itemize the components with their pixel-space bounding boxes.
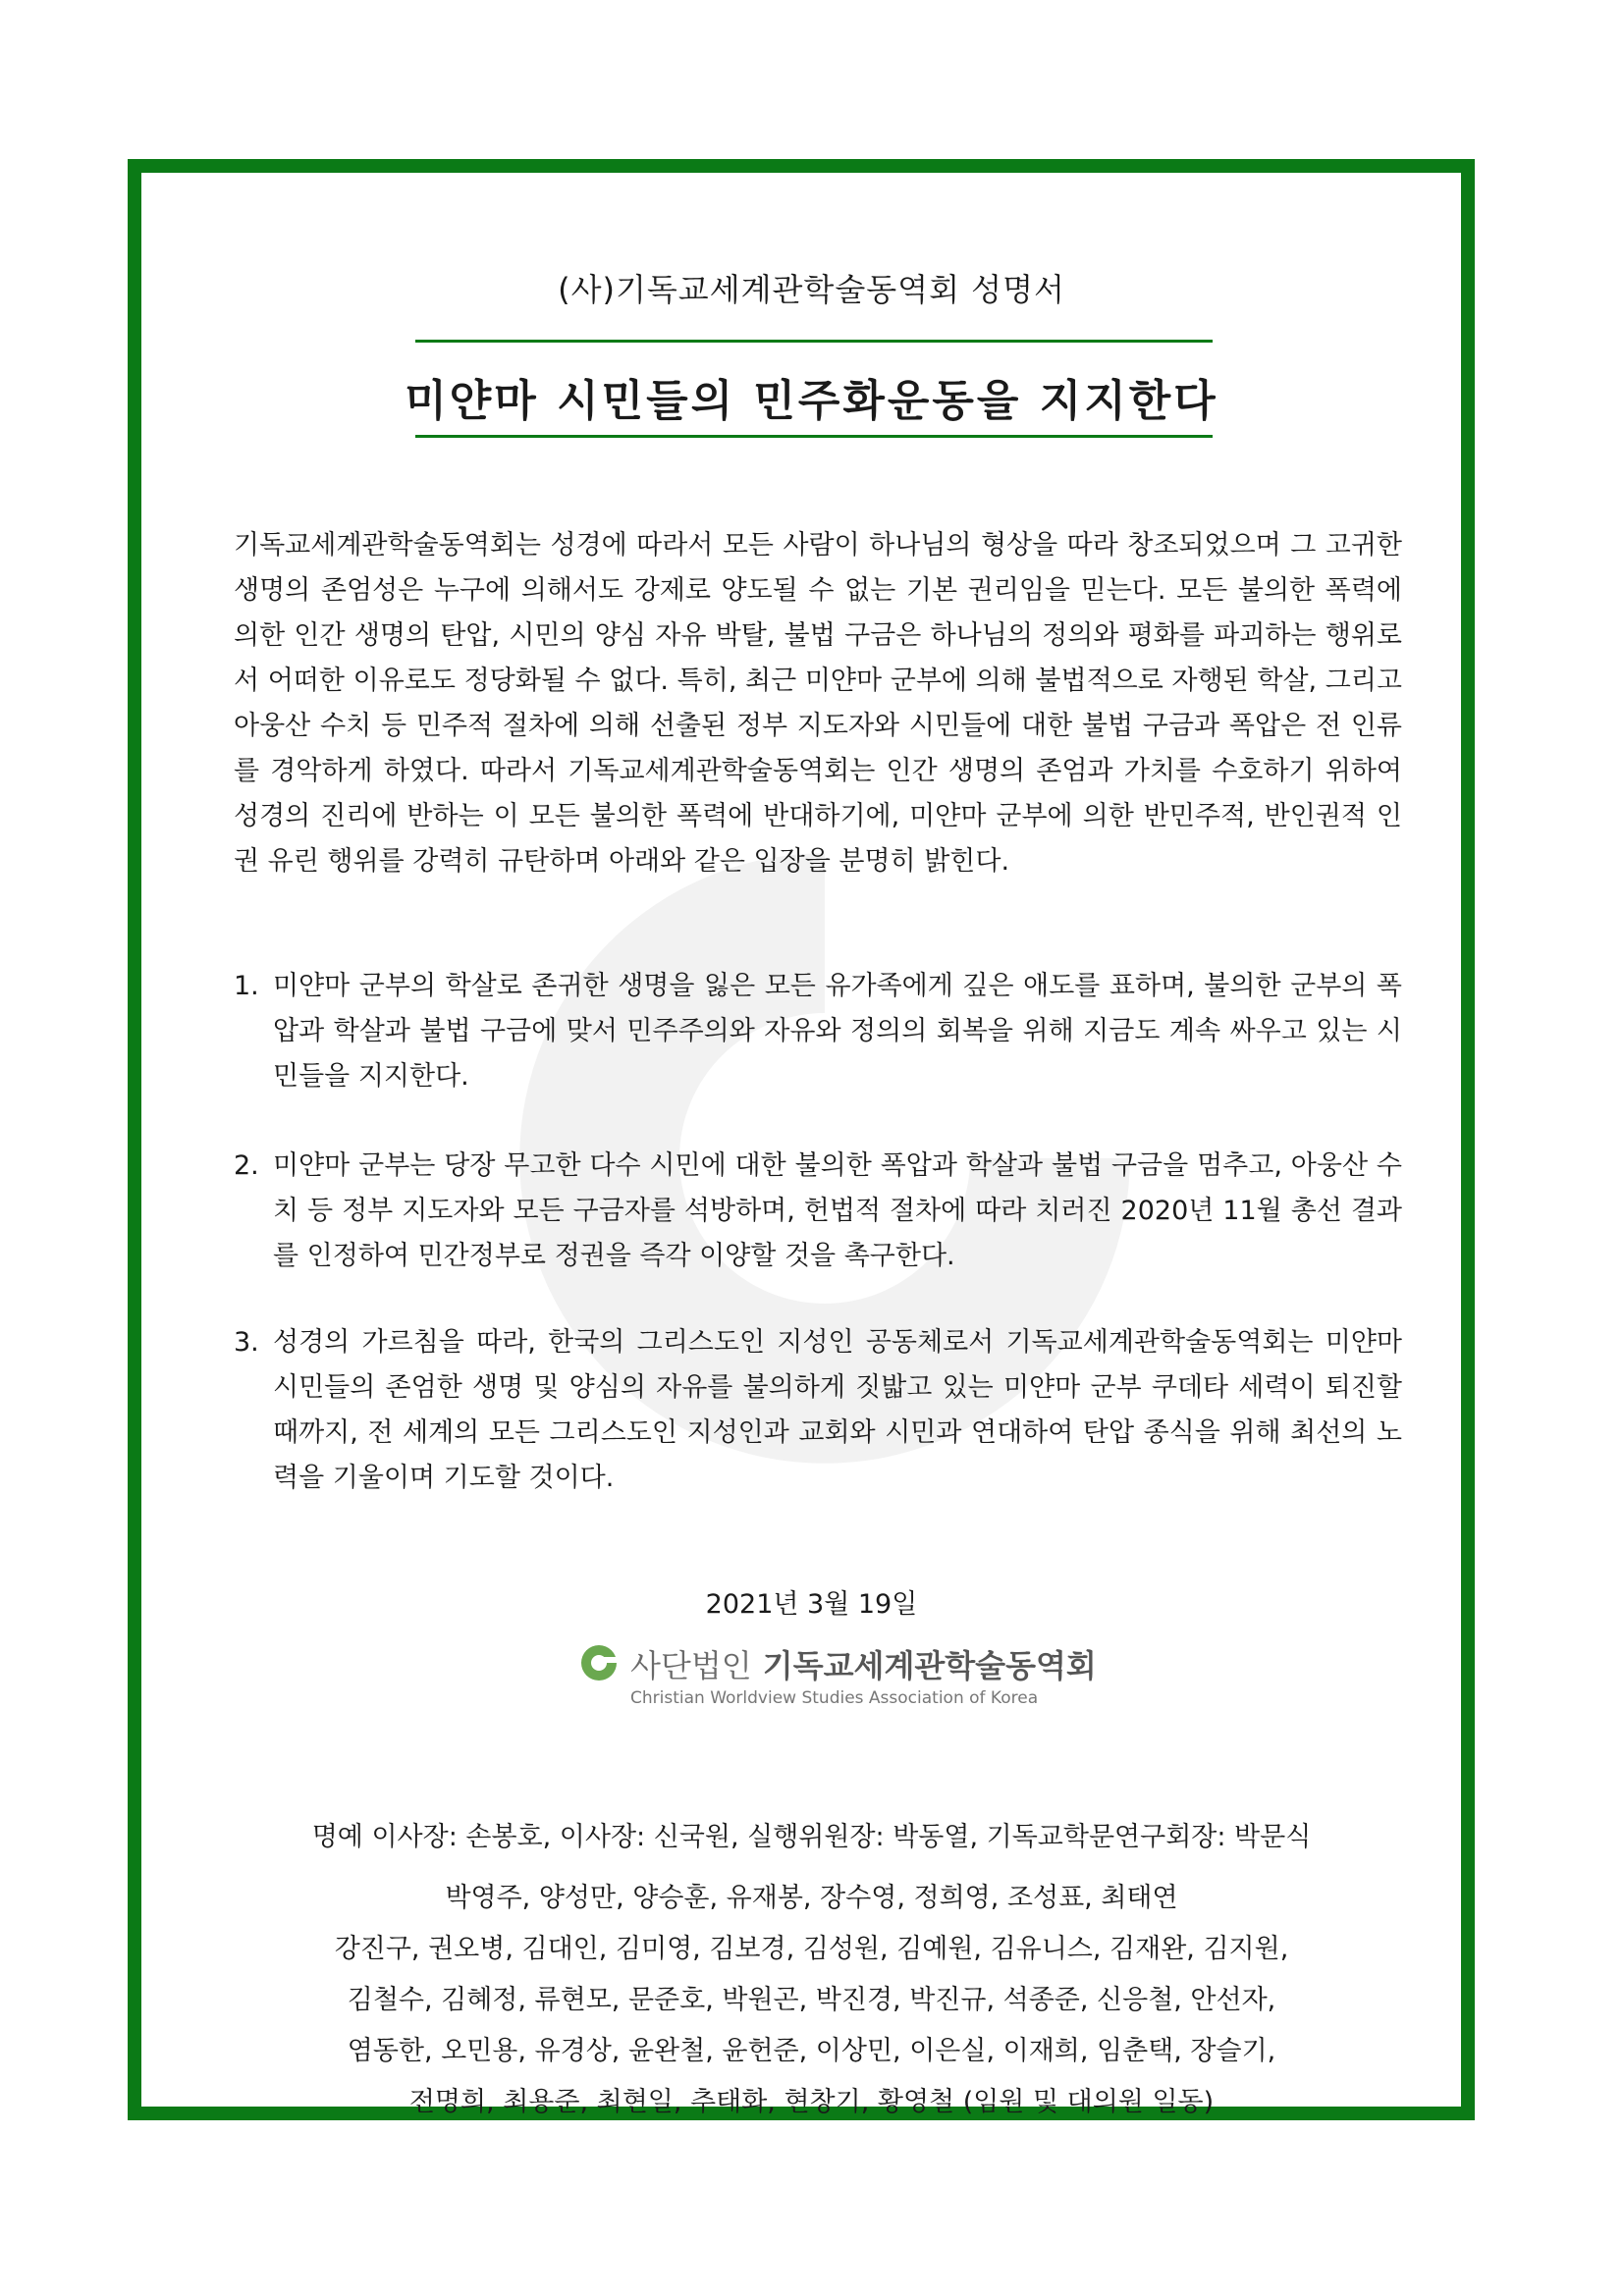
point-text: 미얀마 군부의 학살로 존귀한 생명을 잃은 모든 유가족에게 깊은 애도를 표하며, 불의한 군부의 폭압과 학살과 불법 구금에 맞서 민주주의와 자유와 정의의 회복을 위해 지금도 계속 싸우고 있는 시민들을 지지한다. (273, 971, 1402, 1092)
members-line: 강진구, 권오병, 김대인, 김미영, 김보경, 김성원, 김예원, 김유니스, 김재완, 김지원, (334, 1934, 1289, 1964)
title-rule-top (415, 340, 1213, 343)
members-list (0, 1873, 1623, 2128)
intro-paragraph: 기독교세계관학술동역회는 성경에 따라서 모든 사람이 하나님의 형상을 따라 창조되었으며 그 고귀한 생명의 존엄성은 누구에 의해서도 강제로 양도될 수 없는 기본 권리임을 믿는다. 모든 불의한 폭력에 의한 인간 생명의 탄압, 시민의 양심 자유 박탈, 불법 구금은 하나님의 정의와 평화를 파괴하는 행위로서 어떠한 이유로도 정당화될 수 없다. 특히, 최근 미얀마 군부에 의해 불법적으로 자행된 학살, 그리고 아웅산 수치 등 민주적 절차에 의해 선출된 정부 지도자와 시민들에 대한 불법 구금과 폭압은 전 인류를 경악하게 하였다. 따라서 기독교세계관학술동역회는 인간 생명의 존엄과 가치를 수호하기 위하여 성경의 진리에 반하는 이 모든 불의한 폭력에 반대하기에, 미얀마 군부에 의한 반민주적, 반인권적 인권 유린 행위를 강력히 규탄하며 아래와 같은 입장을 분명히 밝힌다. (234, 530, 1402, 877)
members-line: 박영주, 양성만, 양승훈, 유재봉, 장수영, 정희영, 조성표, 최태연 (445, 1883, 1178, 1913)
officers-line: 명예 이사장: 손봉호, 이사장: 신국원, 실행위원장: 박동열, 기독교학문연구회장: 박문식 (311, 1822, 1312, 1852)
members-line: 김철수, 김혜정, 류현모, 문준호, 박원곤, 박진경, 박진규, 석종준, 신응철, 안선자, (347, 1985, 1276, 2015)
point-number: 1. (234, 971, 259, 1001)
logo-prefix: 사단법인 (630, 1647, 752, 1684)
logo-name: 기독교세계관학술동역회 (762, 1647, 1097, 1684)
logo-korean-name (630, 1641, 1097, 1686)
statement-point-3 (234, 1320, 1402, 1501)
organization-logo-icon (579, 1643, 619, 1682)
logo-english-name: Christian Worldview Studies Association of Korea (630, 1688, 1039, 1708)
organization-logo (579, 1641, 1097, 1720)
org-statement-heading: (사)기독교세계관학술동역회 성명서 (558, 271, 1065, 308)
statement-point-1 (234, 964, 1402, 1099)
point-text: 미얀마 군부는 당장 무고한 다수 시민에 대한 불의한 폭압과 학살과 불법 구금을 멈추고, 아웅산 수치 등 정부 지도자와 모든 구금자를 석방하며, 헌법적 절차에 따라 치러진 2020년 11월 총선 결과를 인정하여 민간정부로 정권을 즉각 이양할 것을 촉구한다. (273, 1150, 1402, 1271)
page-title: 미얀마 시민들의 민주화운동을 지지한다 (405, 376, 1218, 426)
members-line: 염동한, 오민용, 유경상, 윤완철, 윤헌준, 이상민, 이은실, 이재희, 임춘택, 장슬기, (347, 2036, 1276, 2066)
point-number: 2. (234, 1150, 259, 1181)
statement-date: 2021년 3월 19일 (705, 1589, 918, 1620)
title-rule-bottom (415, 435, 1213, 438)
members-line: 전명희, 최용준, 최현일, 추태화, 현창기, 황영철 (임원 및 대의원 일동) (408, 2087, 1215, 2117)
statement-point-2 (234, 1144, 1402, 1279)
point-number: 3. (234, 1327, 259, 1358)
point-text: 성경의 가르침을 따라, 한국의 그리스도인 지성인 공동체로서 기독교세계관학술동역회는 미얀마 시민들의 존엄한 생명 및 양심의 자유를 불의하게 짓밟고 있는 미얀마 군부 쿠데타 세력이 퇴진할 때까지, 전 세계의 모든 그리스도인 지성인과 교회와 시민과 연대하여 탄압 종식을 위해 최선의 노력을 기울이며 기도할 것이다. (273, 1327, 1402, 1493)
